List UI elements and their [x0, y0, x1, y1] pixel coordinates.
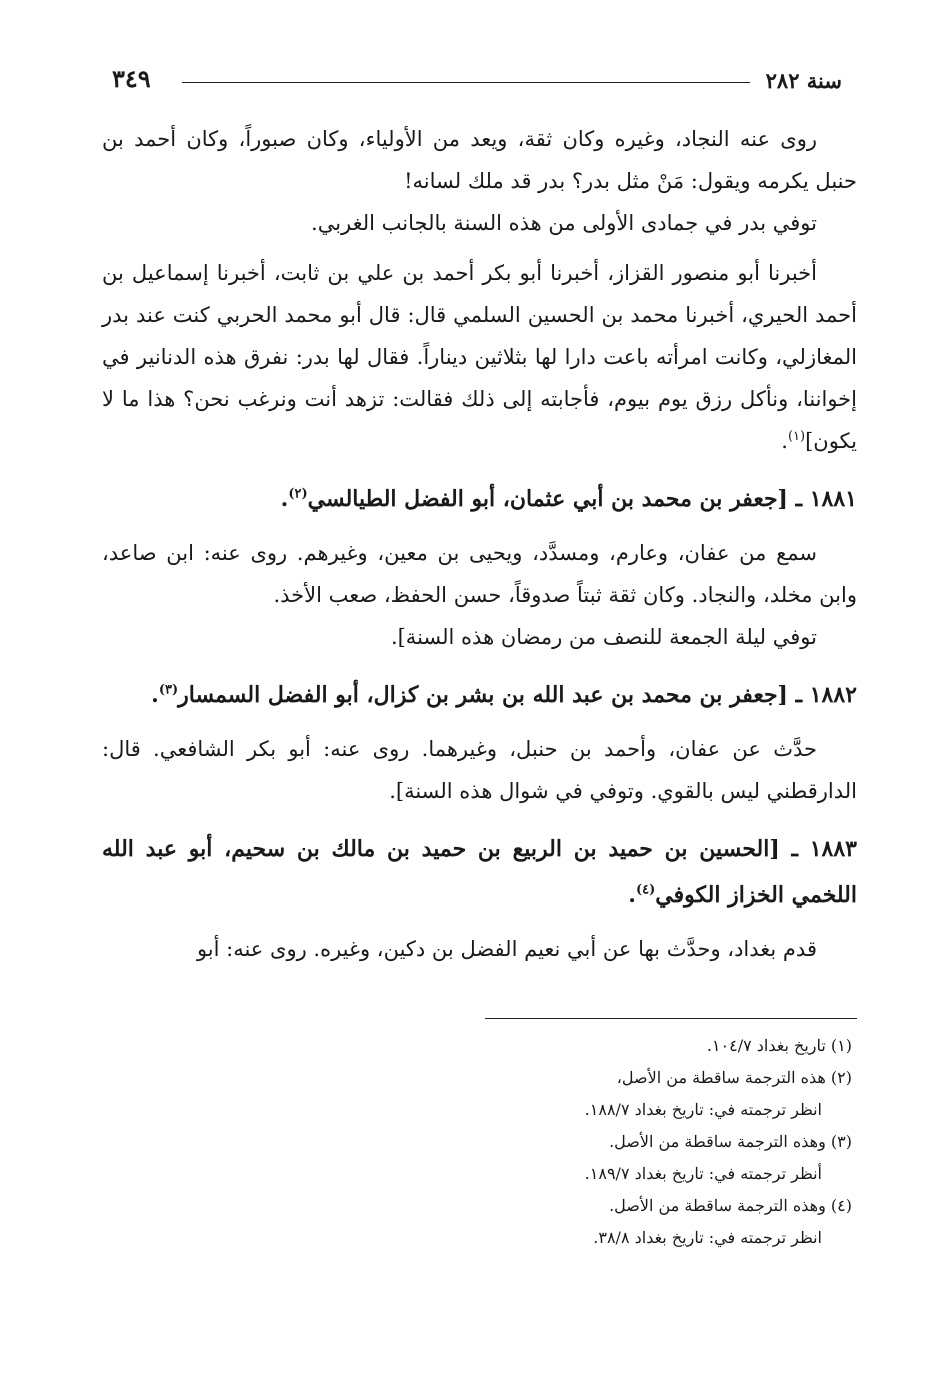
entry-heading-1882 [102, 672, 857, 718]
paragraph: روى عنه النجاد، وغيره وكان ثقة، ويعد من الأولياء، وكان صبوراً، وكان أحمد بن حنبل يكرمه ويقول: مَنْ مثل بدر؟ بدر قد ملك لسانه! [102, 127, 857, 193]
footnote-separator [485, 1018, 857, 1019]
footnote-2: (٢) هذه الترجمة ساقطة من الأصل، [616, 1068, 852, 1087]
header-rule [182, 82, 750, 83]
paragraph-text: أخبرنا أبو منصور القزاز، أخبرنا أبو بكر أحمد بن علي بن ثابت، أخبرنا إسماعيل بن أحمد الحيري، أخبرنا محمد بن الحسين السلمي قال: قال أبو محمد الحربي كنت عند بدر المغازلي، وكانت امرأته باعت دارا لها بثلاثين ديناراً. فقال لها بدر: نفرق هذه الدنانير في إخواننا، ونأكل رزق يوم بيوم، فأجابته إلى ذلك فقالت: تزهد أنت ونرغب نحن؟ هذا ما لا يكون] [102, 261, 857, 453]
footnote-2-ref: انظر ترجمته في: تاريخ بغداد ١٨٨/٧. [584, 1100, 822, 1119]
footnote-3-ref: أنظر ترجمته في: تاريخ بغداد ١٨٩/٧. [584, 1164, 822, 1183]
main-text [102, 118, 857, 970]
entry-heading-1881 [102, 476, 857, 522]
header-year: سنة ٢٨٢ [765, 68, 842, 93]
paragraph: قدم بغداد، وحدَّث بها عن أبي نعيم الفضل بن دكين، وغيره. روى عنه: أبو [196, 937, 817, 961]
footnote-1: (١) تاريخ بغداد ١٠٤/٧. [706, 1036, 852, 1055]
entry-end: . [280, 486, 289, 512]
footnote-marker: (٢) [288, 486, 308, 502]
footnote-4: (٤) وهذه الترجمة ساقطة من الأصل. [609, 1196, 852, 1215]
paragraph: توفي ليلة الجمعة للنصف من رمضان هذه السنة]. [390, 625, 817, 649]
footnote-marker: (٤) [635, 882, 656, 898]
paragraph [102, 252, 857, 462]
footnote-marker: (٣) [158, 682, 179, 698]
footnote-marker: (١) [787, 429, 806, 444]
entry-title: ١٨٨٣ ـ [الحسين بن حميد بن الربيع بن حميد بن مالك بن سحيم، أبو عبد الله اللخمي الخزاز الكوفي [102, 836, 857, 908]
page-number: ٣٤٩ [112, 64, 151, 93]
running-header [112, 62, 842, 98]
entry-end: . [151, 682, 159, 708]
entry-title: ١٨٨١ ـ [جعفر بن محمد بن أبي عثمان، أبو الفضل الطيالسي [307, 486, 857, 512]
footnote-3: (٣) وهذه الترجمة ساقطة من الأصل. [609, 1132, 852, 1151]
paragraph: توفي بدر في جمادى الأولى من هذه السنة بالجانب الغربي. [311, 211, 817, 235]
paragraph: حدَّث عن عفان، وأحمد بن حنبل، وغيرهما. روى عنه: أبو بكر الشافعي. قال: الدارقطني ليس بالقوي. وتوفي في شوال هذه السنة]. [102, 737, 857, 803]
paragraph: سمع من عفان، وعارم، ومسدَّد، ويحيى بن معين، وغيرهم. روى عنه: ابن صاعد، وابن مخلد، والنجاد. وكان ثقة ثبتاً صدوقاً، حسن الحفظ، صعب الأخذ. [102, 541, 857, 607]
entry-heading-1883 [102, 826, 857, 918]
paragraph-end: . [781, 429, 788, 453]
entry-title: ١٨٨٢ ـ [جعفر بن محمد بن عبد الله بن بشر بن كزال، أبو الفضل السمسار [178, 682, 857, 708]
entry-end: . [628, 882, 636, 908]
footnote-4-ref: انظر ترجمته في: تاريخ بغداد ٣٨/٨. [593, 1228, 822, 1247]
footnotes [300, 1030, 852, 1254]
